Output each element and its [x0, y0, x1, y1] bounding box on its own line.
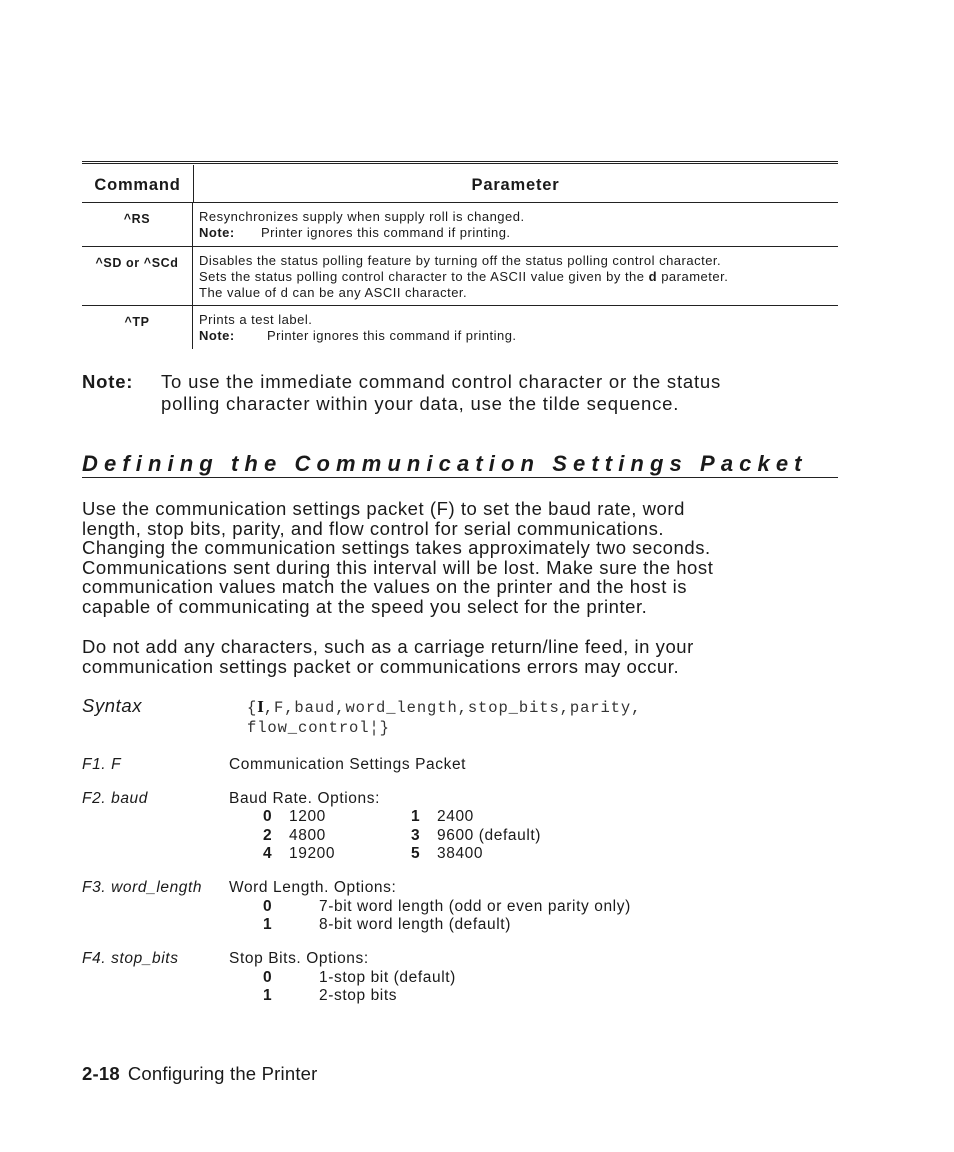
paragraph-line: Communications sent during this interval will be lost. Make sure the host [82, 556, 714, 578]
option-key: 0 [263, 969, 273, 986]
page-footer [82, 1063, 318, 1085]
option-value: 2400 [437, 808, 474, 825]
command-cell: ^TP [82, 306, 193, 349]
parameter-text-part: Sets the status polling control character to the ASCII value given by the [199, 269, 649, 284]
parameter-cell [199, 306, 838, 349]
note-text [161, 371, 851, 415]
command-cell: ^SD or ^SCd [82, 247, 193, 305]
section-heading: Defining the Communication Settings Packet [82, 452, 838, 478]
option-key: 4 [263, 845, 273, 862]
word-length-options [0, 898, 954, 938]
table-top-rule [82, 161, 838, 164]
parameter-text: Resynchronizes supply when supply roll is changed. [199, 209, 525, 224]
column-header-parameter: Parameter [471, 176, 560, 194]
field-label-f3: F3. word_length [82, 879, 203, 896]
parameter-text: Disables the status polling feature by turning off the status polling control character. [199, 253, 722, 268]
option-value: 4800 [289, 827, 326, 844]
field-label-f4: F4. stop_bits [82, 950, 179, 967]
syntax-label: Syntax [82, 695, 143, 716]
syntax-line [247, 697, 807, 718]
option-key: 0 [263, 808, 273, 825]
parameter-text: Prints a test label. [199, 312, 313, 327]
parameter-cell [199, 203, 838, 246]
field-desc-f1: Communication Settings Packet [229, 756, 467, 773]
syntax-code [247, 697, 807, 738]
field-label-f2: F2. baud [82, 790, 148, 807]
paragraph-line: length, stop bits, parity, and flow control for serial communications. [82, 517, 665, 539]
option-value: 1-stop bit (default) [319, 969, 456, 986]
paragraph-line: Use the communication settings packet (F) to set the baud rate, word [82, 498, 685, 519]
parameter-text [199, 269, 838, 285]
syntax-control-char: I [257, 697, 264, 716]
option-key: 1 [263, 987, 273, 1004]
parameter-note [199, 328, 838, 344]
chapter-title: Configuring the Printer [127, 1063, 318, 1084]
table-row [82, 306, 838, 349]
stop-bits-options [0, 969, 954, 1009]
note-line: polling character within your data, use the tilde sequence. [161, 393, 680, 414]
baud-options [0, 808, 954, 868]
paragraph-line: communication values match the values on the printer and the host is [82, 576, 688, 598]
parameter-cell [199, 247, 838, 305]
table-row [82, 247, 838, 306]
warning-paragraph [82, 637, 842, 676]
note-label: Note: [199, 225, 235, 240]
field-label-f1: F1. F [82, 756, 122, 773]
paragraph-line: capable of communicating at the speed you select for the printer. [82, 595, 648, 617]
option-value: 8-bit word length (default) [319, 916, 511, 933]
option-value: 2-stop bits [319, 987, 398, 1004]
syntax-fields: ,F,baud,word_length,stop_bits,parity, [263, 699, 642, 717]
option-value: 38400 [437, 845, 484, 862]
paragraph-line: communication settings packet or communications errors may occur. [82, 655, 680, 677]
parameter-note [199, 225, 838, 241]
note-label: Note: [82, 371, 134, 392]
parameter-text-part: parameter. [657, 269, 729, 284]
option-value: 19200 [289, 845, 336, 862]
intro-paragraph [82, 499, 842, 617]
page-number: 2-18 [82, 1063, 120, 1084]
option-value: 9600 (default) [437, 827, 542, 844]
parameter-name: d [648, 269, 658, 284]
field-desc-f4: Stop Bits. Options: [229, 950, 369, 967]
table-row [82, 203, 838, 247]
syntax-brace: { [247, 699, 258, 717]
option-value: 1200 [289, 808, 326, 825]
note-text: Printer ignores this command if printing. [267, 328, 517, 343]
note-label: Note: [199, 328, 235, 343]
note-line: To use the immediate command control character or the status [161, 371, 722, 392]
command-cell: ^RS [82, 203, 193, 246]
option-key: 5 [411, 845, 421, 862]
option-key: 2 [263, 827, 273, 844]
option-value: 7-bit word length (odd or even parity only) [319, 898, 631, 915]
option-key: 1 [411, 808, 421, 825]
column-header-command: Command [82, 165, 194, 202]
field-desc-f2: Baud Rate. Options: [229, 790, 380, 807]
field-desc-f3: Word Length. Options: [229, 879, 397, 896]
option-key: 0 [263, 898, 273, 915]
parameter-text: The value of d can be any ASCII character. [199, 285, 468, 300]
note-text: Printer ignores this command if printing. [261, 225, 511, 240]
paragraph-line: Changing the communication settings takes approximately two seconds. [82, 537, 711, 559]
table-header-row [82, 165, 838, 203]
option-key: 3 [411, 827, 421, 844]
option-key: 1 [263, 916, 273, 933]
syntax-line: flow_control¦} [247, 719, 390, 737]
paragraph-line: Do not add any characters, such as a carriage return/line feed, in your [82, 636, 694, 657]
